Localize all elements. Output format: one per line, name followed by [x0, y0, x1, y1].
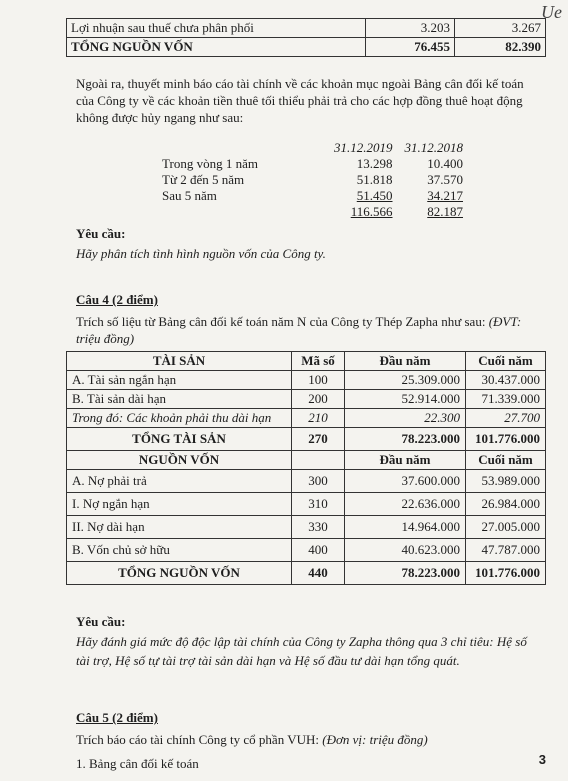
table-row: [67, 539, 546, 562]
column-header: Đầu năm: [345, 352, 466, 371]
value-cell: 22.636.000: [345, 493, 466, 516]
value-cell: 10.400: [427, 156, 463, 171]
unit-text: (Đơn vị: triệu đồng): [322, 732, 428, 747]
row-label: Sau 5 năm: [162, 188, 217, 203]
value-cell: 3.203: [366, 19, 455, 38]
intro-text: Trích báo cáo tài chính Công ty cổ phần VUH:: [76, 732, 323, 747]
value-cell: 27.700: [466, 409, 546, 428]
code-cell: 310: [292, 493, 345, 516]
value-cell: 101.776.000: [466, 562, 546, 585]
row-label: B. Vốn chủ sở hữu: [67, 539, 292, 562]
question-intro: [76, 732, 428, 748]
table-header-row: [156, 140, 469, 156]
paragraph-line: không được hủy ngang như sau:: [76, 110, 244, 125]
page-number: 3: [538, 752, 546, 767]
question-title: Câu 5 (2 điểm): [76, 710, 158, 725]
row-label: A. Nợ phải trả: [67, 470, 292, 493]
table-total-row: [67, 562, 546, 585]
requirement-text: tài trợ, Hệ số tự tài trợ tài sản dài hạn và Hệ số đầu tư dài hạn tổng quát.: [76, 653, 460, 668]
question-title: Câu 4 (2 điểm): [76, 292, 158, 307]
row-label: Trong đó: Các khoản phải thu dài hạn: [67, 409, 292, 428]
code-cell: 200: [292, 390, 345, 409]
value-cell: 76.455: [366, 38, 455, 57]
table-row: [156, 172, 469, 188]
column-header: 31.12.2018: [404, 140, 463, 155]
top-balance-fragment-table: [66, 18, 546, 57]
value-cell: 26.984.000: [466, 493, 546, 516]
table-row: [156, 188, 469, 204]
row-label: TỔNG TÀI SẢN: [67, 428, 292, 451]
value-cell: 78.223.000: [345, 428, 466, 451]
code-cell: 100: [292, 371, 345, 390]
row-label: TỔNG NGUỒN VỐN: [67, 38, 366, 57]
code-cell: 400: [292, 539, 345, 562]
code-cell: 330: [292, 516, 345, 539]
section-item: 1. Bảng cân đối kế toán: [76, 756, 199, 771]
balance-sheet-table: [66, 351, 546, 585]
table-row: [67, 38, 546, 57]
value-cell: 14.964.000: [345, 516, 466, 539]
code-cell: 300: [292, 470, 345, 493]
requirement-title: Yêu cầu:: [76, 226, 126, 241]
value-cell: 52.914.000: [345, 390, 466, 409]
requirement-text: Hãy đánh giá mức độ độc lập tài chính của Công ty Zapha thông qua 3 chỉ tiêu: Hệ số: [76, 634, 527, 649]
row-label: B. Tài sản dài hạn: [67, 390, 292, 409]
table-row: [67, 409, 546, 428]
table-row: [67, 390, 546, 409]
value-cell: 27.005.000: [466, 516, 546, 539]
column-header: Cuối năm: [466, 451, 546, 470]
value-cell: 30.437.000: [466, 371, 546, 390]
table-row: [67, 493, 546, 516]
column-header: Cuối năm: [466, 352, 546, 371]
row-label: TỔNG NGUỒN VỐN: [67, 562, 292, 585]
column-header: NGUỒN VỐN: [67, 451, 292, 470]
value-cell: 22.300: [345, 409, 466, 428]
code-cell: 270: [292, 428, 345, 451]
value-cell: 82.390: [455, 38, 546, 57]
lease-commitment-table: [156, 140, 469, 220]
value-cell: 34.217: [427, 188, 463, 203]
table-row: [67, 470, 546, 493]
value-cell: 71.339.000: [466, 390, 546, 409]
row-label: II. Nợ dài hạn: [67, 516, 292, 539]
column-header: Mã số: [292, 352, 345, 371]
value-cell: 51.818: [356, 172, 393, 187]
total-cell: 82.187: [427, 204, 463, 219]
code-cell: 440: [292, 562, 345, 585]
unit-text: (ĐVT:: [488, 314, 522, 329]
value-cell: 53.989.000: [466, 470, 546, 493]
requirement-title: Yêu cầu:: [76, 614, 126, 629]
value-cell: 3.267: [455, 19, 546, 38]
row-label: Trong vòng 1 năm: [162, 156, 258, 171]
value-cell: 37.570: [427, 172, 463, 187]
column-header: 31.12.2019: [334, 140, 393, 155]
intro-text: Trích số liệu từ Bảng cân đối kế toán năm N của Công ty Thép Zapha như sau:: [76, 314, 489, 329]
column-header: TÀI SẢN: [67, 352, 292, 371]
value-cell: 47.787.000: [466, 539, 546, 562]
table-total-row: [67, 428, 546, 451]
table-header-row: [67, 451, 546, 470]
table-row: [67, 19, 546, 38]
row-label: Lợi nhuận sau thuế chưa phân phối: [67, 19, 366, 38]
value-cell: 101.776.000: [466, 428, 546, 451]
row-label: A. Tài sản ngắn hạn: [67, 371, 292, 390]
value-cell: 37.600.000: [345, 470, 466, 493]
value-cell: 25.309.000: [345, 371, 466, 390]
paragraph-line: Ngoài ra, thuyết minh báo cáo tài chính về các khoản mục ngoài Bảng cân đối kế toán: [76, 76, 524, 91]
value-cell: 51.450: [356, 188, 393, 203]
total-cell: 116.566: [350, 204, 393, 219]
code-cell: 210: [292, 409, 345, 428]
paragraph-line: của Công ty về các khoản tiền thuê tối thiểu phải trả cho các hợp đồng thuê hoạt động: [76, 93, 523, 108]
value-cell: 13.298: [356, 156, 393, 171]
table-row: [67, 516, 546, 539]
row-label: I. Nợ ngắn hạn: [67, 493, 292, 516]
unit-text: triệu đồng): [76, 331, 135, 346]
column-header: Đầu năm: [345, 451, 466, 470]
value-cell: 78.223.000: [345, 562, 466, 585]
table-row: [67, 371, 546, 390]
table-total-row: [156, 204, 469, 220]
question-intro: [76, 314, 521, 330]
handwritten-mark: Ue: [541, 2, 562, 22]
table-row: [156, 156, 469, 172]
value-cell: 40.623.000: [345, 539, 466, 562]
row-label: Từ 2 đến 5 năm: [162, 172, 245, 187]
table-header-row: [67, 352, 546, 371]
requirement-text: Hãy phân tích tình hình nguồn vốn của Công ty.: [76, 246, 326, 261]
